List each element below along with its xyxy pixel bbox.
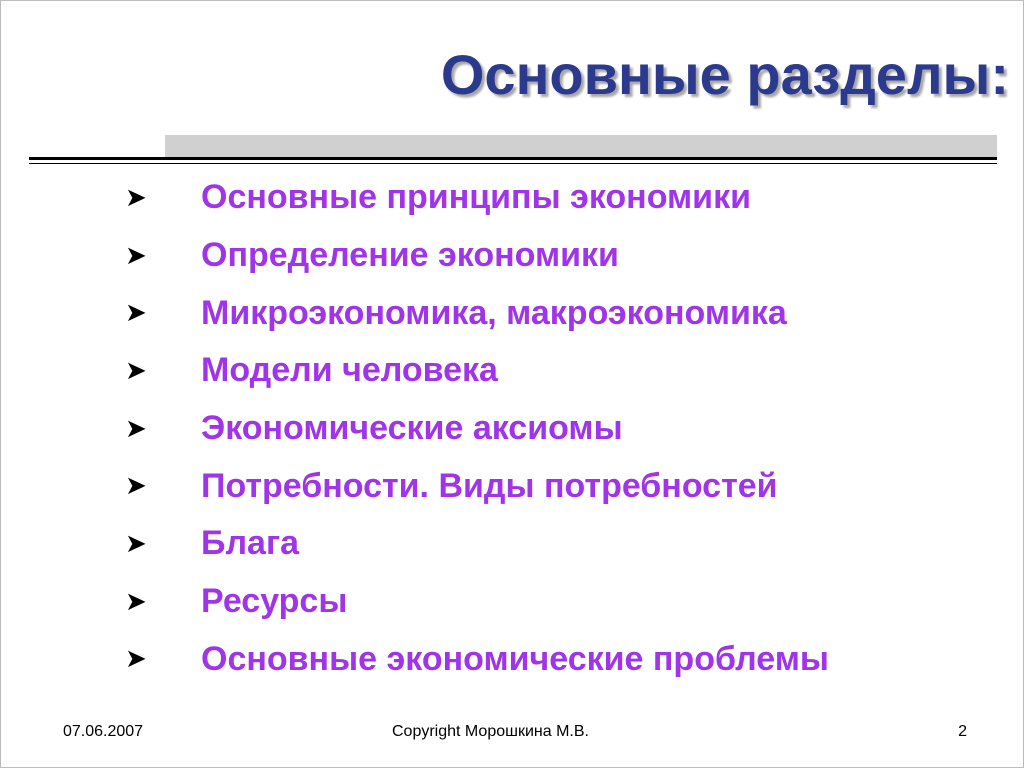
- list-item-text: Экономические аксиомы: [201, 409, 623, 448]
- slide-title: Основные разделы:: [440, 43, 1009, 106]
- list-item: [125, 631, 829, 689]
- list-item-text: Основные экономические проблемы: [201, 639, 829, 678]
- list-item: [125, 573, 829, 631]
- list-item: [125, 284, 829, 342]
- list-item: [125, 400, 829, 458]
- title-rule-thick: [29, 157, 997, 160]
- topic-list: [125, 169, 829, 688]
- arrowhead-bullet-icon: ➤: [125, 240, 147, 271]
- arrowhead-bullet-icon: ➤: [125, 413, 147, 444]
- title-rule-thin: [29, 163, 997, 164]
- arrowhead-bullet-icon: ➤: [125, 471, 147, 502]
- footer-copyright: Copyright Морошкина М.В.: [392, 723, 589, 740]
- list-item-text: Ресурсы: [201, 582, 348, 621]
- list-item-text: Модели человека: [201, 351, 498, 390]
- list-item: [125, 342, 829, 400]
- list-item-text: Определение экономики: [201, 236, 619, 275]
- title-underline-band: [165, 135, 997, 157]
- list-item: [125, 227, 829, 285]
- list-item-text: Основные принципы экономики: [201, 178, 751, 217]
- arrowhead-bullet-icon: ➤: [125, 528, 147, 559]
- list-item-text: Потребности. Виды потребностей: [201, 466, 778, 505]
- list-item-text: Микроэкономика, макроэкономика: [201, 293, 787, 332]
- arrowhead-bullet-icon: ➤: [125, 298, 147, 329]
- arrowhead-bullet-icon: ➤: [125, 182, 147, 213]
- arrowhead-bullet-icon: ➤: [125, 586, 147, 617]
- page-number: 2: [958, 723, 967, 740]
- list-item-text: Блага: [201, 524, 300, 563]
- footer-date: 07.06.2007: [63, 723, 144, 740]
- list-item: [125, 169, 829, 227]
- list-item: [125, 457, 829, 515]
- arrowhead-bullet-icon: ➤: [125, 644, 147, 675]
- list-item: [125, 515, 829, 573]
- arrowhead-bullet-icon: ➤: [125, 355, 147, 386]
